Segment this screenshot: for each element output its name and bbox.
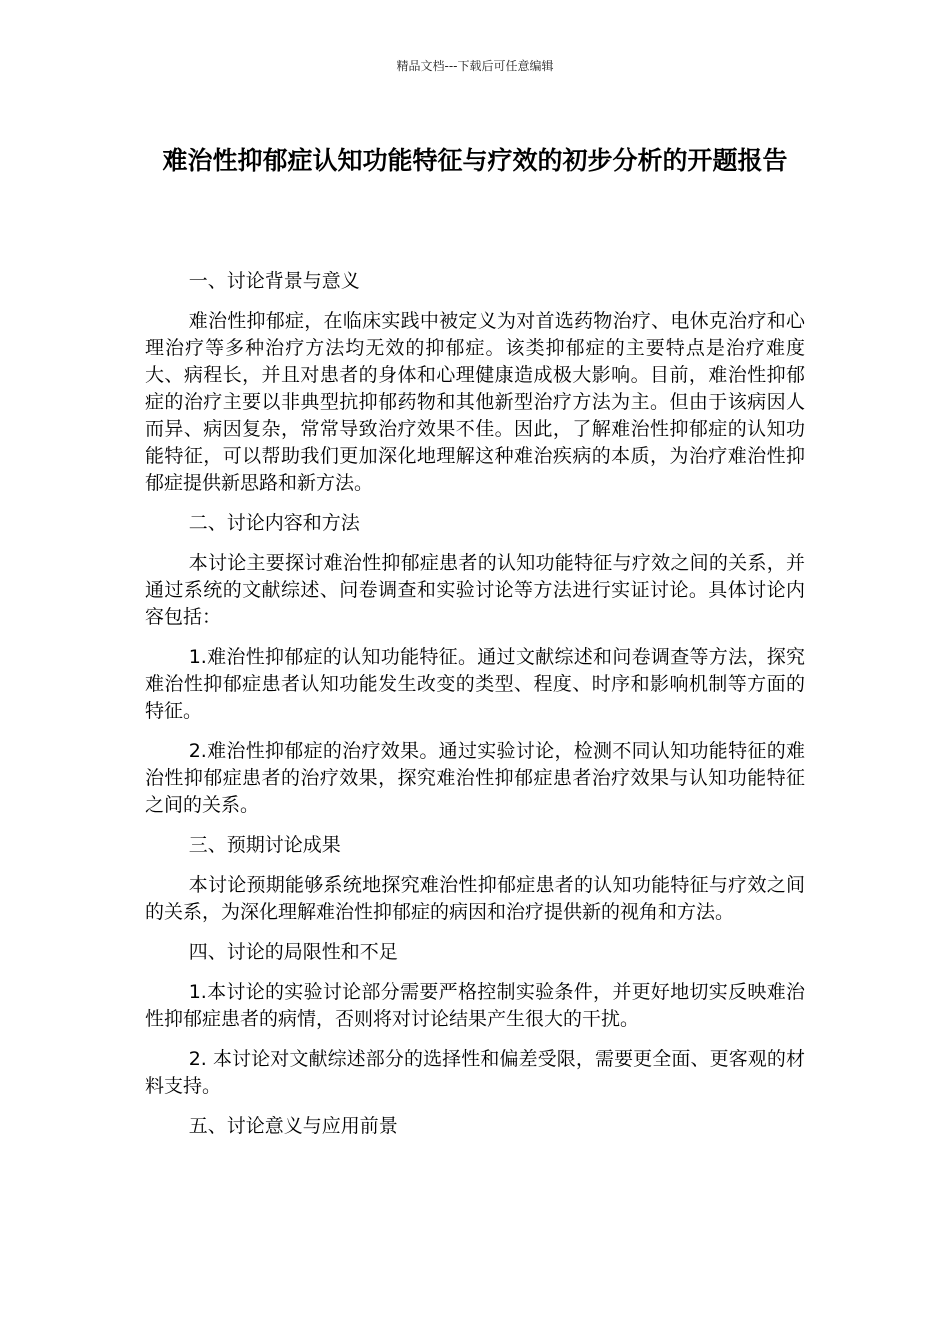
- page-header: 精品文档---下载后可任意编辑: [396, 59, 554, 73]
- section-heading: 五、讨论意义与应用前景: [188, 1115, 398, 1137]
- body-paragraph: 本讨论主要探讨难治性抑郁症患者的认知功能特征与疗效之间的关系，并通过系统的文献综述、问卷调查和实验讨论等方法进行实证讨论。具体讨论内容包括：: [145, 552, 805, 628]
- section-heading: 四、讨论的局限性和不足: [188, 941, 398, 963]
- document-title: 难治性抑郁症认知功能特征与疗效的初步分析的开题报告: [162, 146, 788, 175]
- body-paragraph: 1.本讨论的实验讨论部分需要严格控制实验条件，并更好地切实反映难治性抑郁症患者的病情，否则将对讨论结果产生很大的干扰。: [145, 981, 805, 1030]
- body-paragraph: 本讨论预期能够系统地探究难治性抑郁症患者的认知功能特征与疗效之间的关系，为深化理解难治性抑郁症的病因和治疗提供新的视角和方法。: [145, 874, 805, 923]
- body-paragraph: 1.难治性抑郁症的认知功能特征。通过文献综述和问卷调查等方法，探究难治性抑郁症患者认知功能发生改变的类型、程度、时序和影响机制等方面的特征。: [145, 646, 805, 722]
- section-heading: 一、讨论背景与意义: [188, 270, 360, 292]
- body-paragraph: 难治性抑郁症，在临床实践中被定义为对首选药物治疗、电休克治疗和心理治疗等多种治疗方法均无效的抑郁症。该类抑郁症的主要特点是治疗难度大、病程长，并且对患者的身体和心理健康造成极大影响。目前，难治性抑郁症的治疗主要以非典型抗抑郁药物和其他新型治疗方法为主。但由于该病因人而异、病因复杂，常常导致治疗效果不佳。因此，了解难治性抑郁症的认知功能特征，可以帮助我们更加深化地理解这种难治疾病的本质，为治疗难治性抑郁症提供新思路和新方法。: [145, 310, 805, 494]
- body-paragraph: 2.难治性抑郁症的治疗效果。通过实验讨论，检测不同认知功能特征的难治性抑郁症患者的治疗效果，探究难治性抑郁症患者治疗效果与认知功能特征之间的关系。: [145, 740, 805, 816]
- body-paragraph: 2. 本讨论对文献综述部分的选择性和偏差受限，需要更全面、更客观的材料支持。: [145, 1048, 805, 1097]
- section-heading: 二、讨论内容和方法: [188, 512, 360, 534]
- section-heading: 三、预期讨论成果: [188, 834, 341, 856]
- document-body: [145, 268, 805, 1153]
